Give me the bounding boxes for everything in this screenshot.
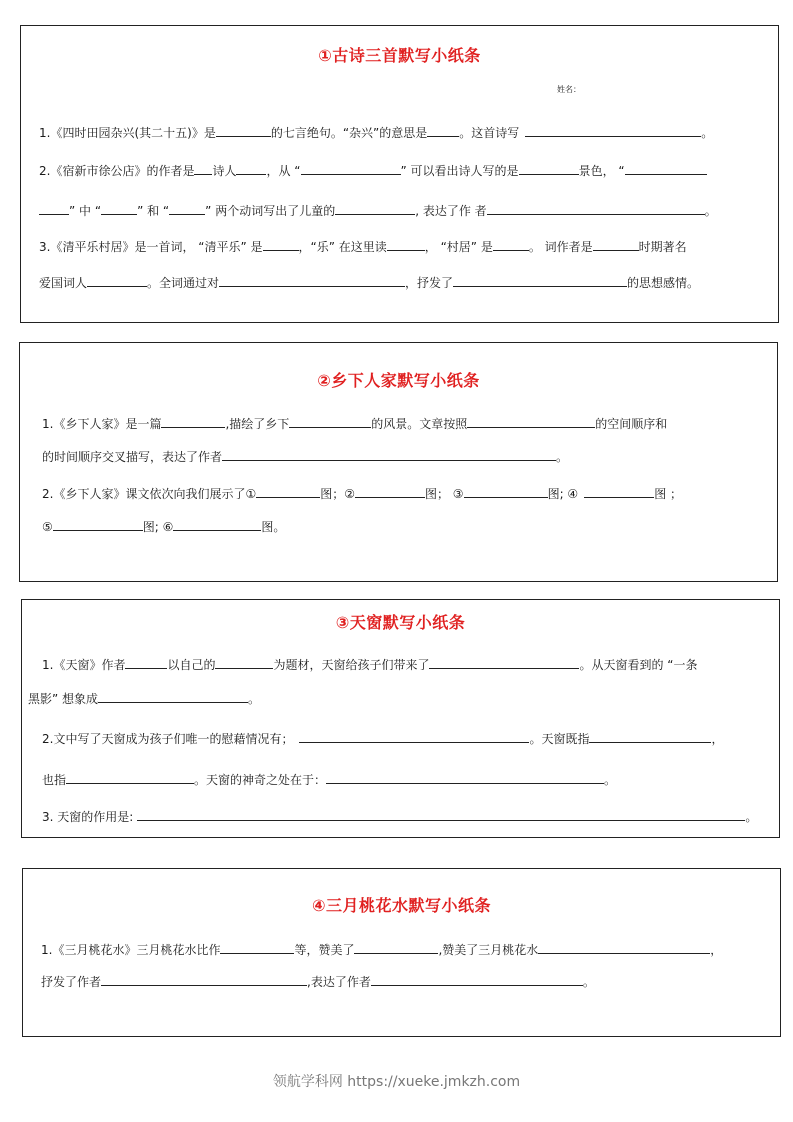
s1-line-5: 爱国词人 。全词通过对 ，抒发了 的思想感情。 xyxy=(39,276,700,290)
blank[interactable] xyxy=(169,202,205,215)
blank[interactable] xyxy=(215,656,273,669)
section-2-title: ②乡下人家默写小纸条 xyxy=(317,371,480,390)
s1-line-3: ” 中 “ ” 和 “ ” 两个动词写出了儿童的 , 表达了作 者 。 xyxy=(39,202,717,219)
blank[interactable] xyxy=(335,202,415,215)
blank[interactable] xyxy=(429,656,579,669)
blank[interactable] xyxy=(39,202,69,215)
s1-line-4: 3.《清平乐村居》是一首词， “清平乐” 是 ，“乐” 在这里读 ， “村居” 是 。 词作者是 时期著名 xyxy=(39,240,687,254)
blank[interactable] xyxy=(173,518,261,531)
blank[interactable] xyxy=(493,238,529,251)
blank[interactable] xyxy=(299,730,529,743)
section-2-box xyxy=(19,342,778,582)
blank[interactable] xyxy=(467,415,595,428)
section-3-box xyxy=(21,599,780,838)
blank[interactable] xyxy=(236,162,266,175)
blank[interactable] xyxy=(525,124,701,137)
blank[interactable] xyxy=(137,808,745,821)
blank[interactable] xyxy=(98,690,248,703)
blank[interactable] xyxy=(326,771,604,784)
s4-line-2: 抒发了作者 ,表达了作者 。 xyxy=(41,975,595,989)
section-4-title: ④三月桃花水默写小纸条 xyxy=(311,896,492,915)
s3-line-4: 也指 。天窗的神奇之处在于： 。 xyxy=(42,773,617,787)
section-3-title: ③天窗默写小纸条 xyxy=(335,613,466,632)
section-1-box xyxy=(20,25,779,323)
blank[interactable] xyxy=(453,274,627,287)
s2-line-2: 的时间顺序交叉描写，表达了作者 。 xyxy=(42,450,569,464)
blank[interactable] xyxy=(220,941,294,954)
s2-line-4: ⑤ 图; ⑥ 图。 xyxy=(42,520,286,534)
blank[interactable] xyxy=(371,973,583,986)
blank[interactable] xyxy=(101,973,307,986)
blank[interactable] xyxy=(625,162,707,175)
blank[interactable] xyxy=(219,274,405,287)
blank[interactable] xyxy=(427,124,459,137)
blank[interactable] xyxy=(256,485,320,498)
s3-line-2: 黑影” 想象成 。 xyxy=(28,692,261,706)
blank[interactable] xyxy=(101,202,137,215)
blank[interactable] xyxy=(355,485,425,498)
blank[interactable] xyxy=(289,415,371,428)
s1-line-2: 2.《宿新市徐公店》的作者是 诗人 ，从 “ ” 可以看出诗人写的是 景色， “ xyxy=(39,162,707,179)
footer-watermark: 领航学科网 https://xueke.jmkzh.com xyxy=(272,1074,521,1090)
blank[interactable] xyxy=(194,162,212,175)
s3-line-5: 3. 天窗的作用是: 。 xyxy=(42,810,758,824)
section-4-box xyxy=(22,868,781,1037)
blank[interactable] xyxy=(87,274,147,287)
s2-line-1: 1.《乡下人家》是一篇 ,描绘了乡下 的风景。文章按照 的空间顺序和 xyxy=(42,417,668,431)
s3-line-3: 2.文中写了天窗成为孩子们唯一的慰藉情况有； 。天窗既指 ， xyxy=(42,732,724,746)
blank[interactable] xyxy=(487,202,705,215)
blank[interactable] xyxy=(538,941,710,954)
blank[interactable] xyxy=(222,448,556,461)
s2-line-3: 2.《乡下人家》课文依次向我们展示了① 图；② 图； ③ 图; ④ 图 ； xyxy=(42,487,683,501)
blank[interactable] xyxy=(354,941,438,954)
blank[interactable] xyxy=(387,238,425,251)
blank[interactable] xyxy=(301,162,401,175)
s1-line-1: 1.《四时田园杂兴(其二十五)》是 的七言绝句。“杂兴”的意思是 。这首诗写 。 xyxy=(39,126,714,140)
s3-line-1: 1.《天窗》作者 以自己的 为题材，天窗给孩子们带来了 。从天窗看到的 “一条 xyxy=(42,658,698,672)
blank[interactable] xyxy=(125,656,167,669)
blank[interactable] xyxy=(519,162,579,175)
s4-line-1: 1.《三月桃花水》三月桃花水比作 等，赞美了 ,赞美了三月桃花水 ， xyxy=(41,943,723,957)
blank[interactable] xyxy=(464,485,548,498)
section-1-title: ①古诗三首默写小纸条 xyxy=(318,46,481,65)
blank[interactable] xyxy=(161,415,225,428)
blank[interactable] xyxy=(216,124,271,137)
blank[interactable] xyxy=(53,518,143,531)
blank[interactable] xyxy=(263,238,299,251)
blank[interactable] xyxy=(593,238,639,251)
blank[interactable] xyxy=(584,485,654,498)
blank[interactable] xyxy=(66,771,194,784)
name-label: 姓名： xyxy=(557,85,581,94)
blank[interactable] xyxy=(589,730,711,743)
